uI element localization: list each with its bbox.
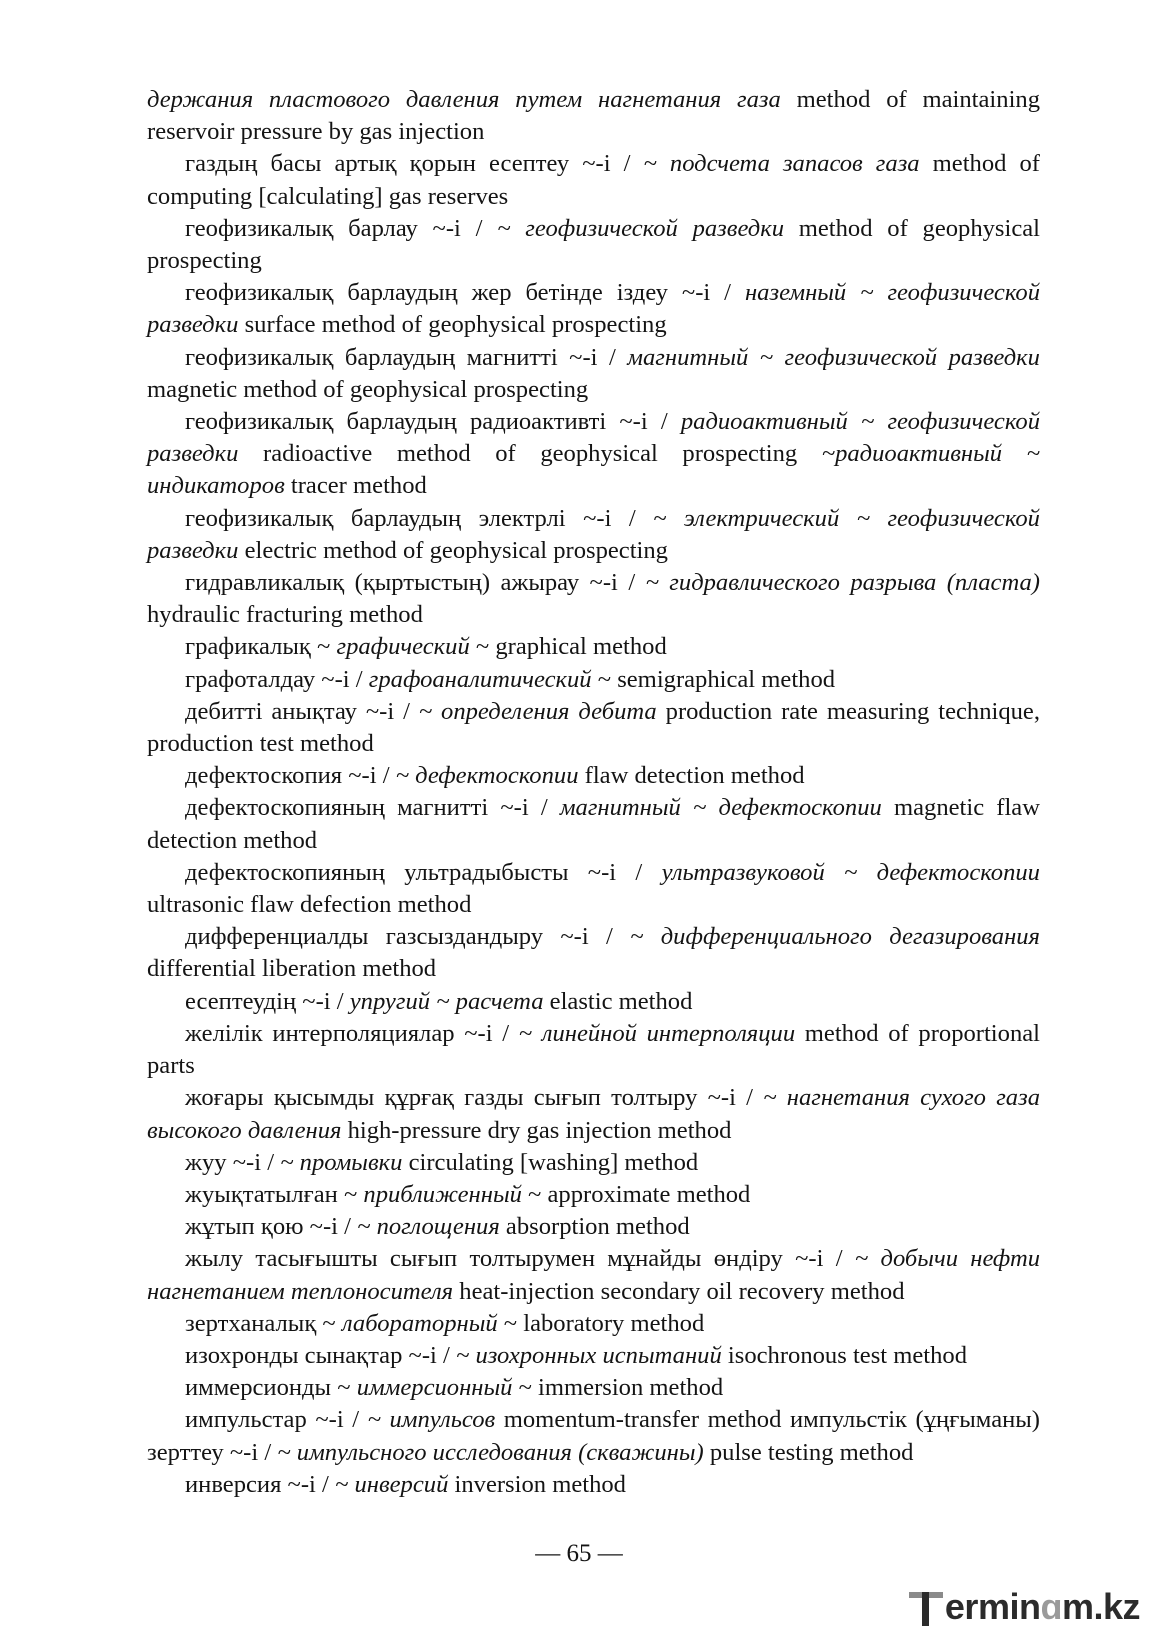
- dictionary-entry: [147, 792, 1040, 856]
- entry-text: surface method of geophysical prospecting: [238, 311, 667, 339]
- entry-text: magnetic method of geophysical prospecting: [147, 375, 589, 403]
- entry-text: есептеудің ~-і /: [185, 987, 350, 1015]
- dictionary-entry: [147, 277, 1040, 341]
- dictionary-entry: [147, 921, 1040, 985]
- russian-term: ~ импульсного исследования (скважины): [277, 1438, 704, 1466]
- dictionary-entry: [147, 986, 1040, 1018]
- entry-text: дефектоскопия ~-і /: [185, 762, 396, 790]
- dictionary-entry: [147, 1018, 1040, 1082]
- dictionary-entry: [147, 84, 1040, 148]
- russian-term: ~ поглощения: [357, 1213, 500, 1241]
- entry-text: electric method of geophysical prospecting: [238, 536, 668, 564]
- russian-term: ~радиоактивный ~ индикаторов: [147, 440, 1040, 500]
- dictionary-entry: [147, 1147, 1040, 1179]
- dictionary-entry: [147, 1082, 1040, 1146]
- russian-term: ультразвуковой ~ дефектоскопии: [661, 858, 1040, 886]
- entry-text: желілік интерполяциялар ~-і /: [185, 1019, 519, 1047]
- entry-text: дефектоскопияның магнитті ~-і /: [185, 794, 560, 822]
- russian-term: ~ гидравлического разрыва (пласта): [645, 569, 1040, 597]
- entry-text: газдың басы артық қорын есептеу ~-і /: [185, 150, 644, 178]
- dictionary-entry: [147, 1469, 1040, 1501]
- russian-term: ~ промывки: [280, 1148, 403, 1176]
- page-number: — 65 —: [535, 1540, 623, 1567]
- entry-text: геофизикалық барлаудың магнитті ~-і /: [185, 343, 628, 371]
- dictionary-entry: [147, 664, 1040, 696]
- dictionary-text: [147, 84, 1040, 1501]
- dictionary-entry: [147, 1404, 1040, 1468]
- russian-term: магнитный ~ геофизической разведки: [627, 343, 1040, 371]
- russian-term: магнитный ~ дефектоскопии: [559, 794, 882, 822]
- dictionary-entry: [147, 857, 1040, 921]
- russian-term: ~ дифференциального дегазирования: [630, 923, 1040, 951]
- entry-text: hydraulic fracturing method: [147, 601, 423, 629]
- entry-text: геофизикалық барлаудың электрлі ~-і /: [185, 504, 654, 532]
- russian-term: ~ геофизической разведки: [497, 214, 784, 242]
- dictionary-entry: [147, 1243, 1040, 1307]
- entry-text: method of proportional parts: [147, 1019, 1040, 1080]
- entry-text: графикалық ~: [185, 633, 337, 661]
- entry-text: tracer method: [284, 472, 427, 500]
- entry-text: production rate measuring technique, production test method: [147, 697, 1040, 758]
- entry-text: графоталдау ~-і /: [185, 665, 369, 693]
- entry-text: absorption method: [499, 1213, 690, 1241]
- entry-text: radioactive method of geophysical prospecting: [238, 440, 822, 468]
- entry-text: ~ graphical method: [469, 633, 667, 661]
- dictionary-entry: [147, 1340, 1040, 1372]
- russian-term: ~ электрический ~ геофизической разведки: [147, 504, 1040, 564]
- entry-text: изохронды сынақтар ~-і /: [185, 1341, 456, 1369]
- entry-text: method of computing [calculating] gas reserves: [147, 150, 1040, 210]
- entry-text: иммерсионды ~: [185, 1374, 357, 1402]
- entry-text: elastic method: [543, 987, 693, 1015]
- russian-term: ~ инверсий: [335, 1470, 449, 1498]
- entry-text: жуықтатылған ~: [185, 1180, 364, 1208]
- russian-term: держания пластового давления путем нагнетания газа: [147, 86, 781, 113]
- dictionary-entry: [147, 760, 1040, 792]
- dictionary-entry: [147, 503, 1040, 567]
- entry-text: ~ immersion method: [512, 1374, 724, 1402]
- russian-term: ~ нагнетания сухого газа высокого давления: [147, 1084, 1040, 1144]
- russian-term: ~ дефектоскопии: [395, 762, 579, 790]
- entry-text: жылу тасығышты сығып толтырумен мұнайды өндіру ~-і /: [185, 1245, 855, 1273]
- dictionary-entry: [147, 567, 1040, 631]
- dictionary-entry: [147, 631, 1040, 663]
- entry-text: геофизикалық барлаудың жер бетінде іздеу ~-і /: [185, 279, 745, 307]
- logo-t-icon: [909, 1588, 943, 1628]
- russian-term: иммерсионный: [356, 1374, 513, 1402]
- entry-text: ~ approximate method: [521, 1180, 751, 1208]
- entry-text: pulse testing method: [703, 1438, 914, 1466]
- russian-term: приближенный: [363, 1180, 522, 1208]
- russian-term: ~ линейной интерполяции: [518, 1019, 796, 1047]
- entry-text: геофизикалық барлаудың радиоактивті ~-і /: [185, 408, 681, 436]
- entry-text: жоғары қысымды құрғақ газды сығып толтыру ~-і /: [185, 1084, 764, 1112]
- entry-text: зертханалық ~: [185, 1309, 342, 1337]
- entry-text: инверсия ~-і /: [185, 1470, 336, 1498]
- entry-text: дебитті анықтау ~-і /: [185, 697, 419, 725]
- russian-term: упругий ~ расчета: [349, 987, 544, 1015]
- russian-term: радиоактивный ~ геофизической разведки: [147, 408, 1040, 468]
- entry-text: method of maintaining reservoir pressure by gas injection: [147, 86, 1040, 146]
- entry-text: flaw detection method: [578, 762, 805, 790]
- dictionary-entry: [147, 148, 1040, 212]
- entry-text: isochronous test method: [721, 1341, 968, 1369]
- russian-term: ~ изохронных испытаний: [456, 1341, 722, 1369]
- entry-text: гидравликалық (қыртыстың) ажырау ~-і /: [185, 569, 646, 597]
- entry-text: high-pressure dry gas injection method: [341, 1116, 732, 1144]
- russian-term: наземный ~ геофизической разведки: [147, 279, 1040, 339]
- entry-text: дефектоскопияның ультрадыбысты ~-і /: [185, 858, 662, 886]
- russian-term: ~ определения дебита: [418, 697, 657, 725]
- dictionary-entry: [147, 213, 1040, 277]
- entry-text: circulating [washing] method: [402, 1148, 699, 1176]
- dictionary-entry: [147, 696, 1040, 760]
- dictionary-entry: [147, 1179, 1040, 1211]
- russian-term: графоаналитический: [368, 665, 592, 693]
- entry-text: импульстар ~-і /: [185, 1406, 368, 1434]
- russian-term: ~ импульсов: [367, 1406, 496, 1434]
- dictionary-entry: [147, 1211, 1040, 1243]
- entry-text: жуу ~-і /: [185, 1148, 281, 1176]
- entry-text: inversion method: [448, 1470, 626, 1498]
- entry-text: ~ laboratory method: [497, 1309, 705, 1337]
- entry-text: жұтып қою ~-і /: [185, 1213, 358, 1241]
- entry-text: heat-injection secondary oil recovery method: [453, 1277, 905, 1305]
- dictionary-entry: [147, 1372, 1040, 1404]
- russian-term: лабораторный: [341, 1309, 498, 1337]
- entry-text: дифференциалды газсыздандыру ~-і /: [185, 923, 631, 951]
- entry-text: magnetic flaw detection method: [147, 794, 1040, 854]
- entry-text: ~ semigraphical method: [591, 665, 836, 693]
- entry-text: геофизикалық барлау ~-і /: [185, 214, 498, 242]
- russian-term: ~ добычи нефти нагнетанием теплоносителя: [147, 1245, 1040, 1305]
- entry-text: differential liberation method: [147, 955, 437, 983]
- russian-term: графический: [336, 633, 470, 661]
- russian-term: ~ подсчета запасов газа: [643, 150, 920, 178]
- entry-text: momentum-transfer method импульстік (ұңғыманы) зерттеу ~-і /: [147, 1406, 1040, 1466]
- dictionary-entry: [147, 342, 1040, 406]
- entry-text: ultrasonic flaw defection method: [147, 891, 472, 919]
- dictionary-entry: [147, 1308, 1040, 1340]
- termincom-logo: ermin ɑ m.kz: [909, 1584, 1140, 1628]
- entry-text: method of geophysical prospecting: [147, 214, 1040, 275]
- dictionary-entry: [147, 406, 1040, 503]
